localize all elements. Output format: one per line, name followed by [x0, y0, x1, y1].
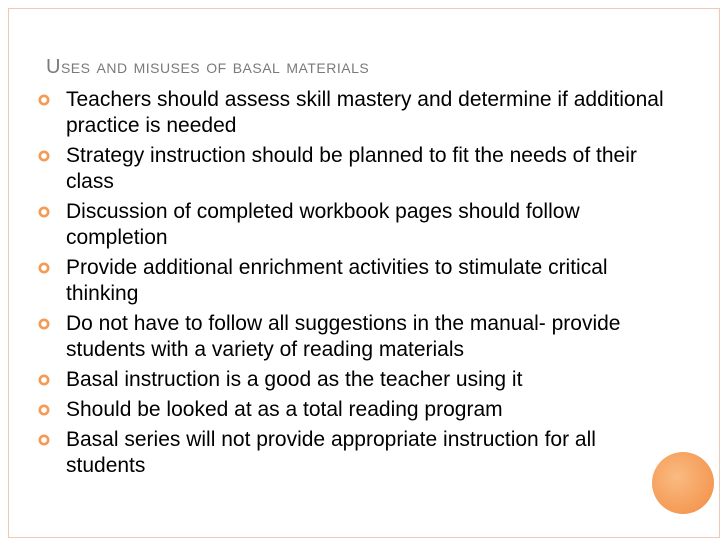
slide-title: Uses and misuses of basal materials [46, 56, 370, 78]
ring-bullet-icon [38, 150, 50, 162]
ring-bullet-icon [38, 262, 50, 274]
bullet-item [38, 397, 678, 423]
ring-bullet-icon [38, 318, 50, 330]
ring-bullet-icon [38, 374, 50, 386]
bullet-text: Basal instruction is a good as the teacher using it [66, 368, 523, 391]
bullet-text: Discussion of completed workbook pages should follow completion [66, 200, 580, 249]
bullet-item [38, 87, 678, 139]
bullet-text: Basal series will not provide appropriate instruction for all students [66, 428, 596, 477]
bullet-text: Teachers should assess skill mastery and determine if additional practice is needed [66, 88, 664, 137]
bullet-text: Do not have to follow all suggestions in the manual- provide students with a variety of reading materials [66, 312, 621, 361]
bullet-text: Provide additional enrichment activities to stimulate critical thinking [66, 256, 608, 305]
ring-bullet-icon [38, 434, 50, 446]
bullet-list [38, 87, 678, 483]
ring-bullet-icon [38, 404, 50, 416]
bullet-item [38, 143, 678, 195]
bullet-item [38, 367, 678, 393]
bullet-item [38, 255, 678, 307]
bullet-item [38, 311, 678, 363]
bullet-item [38, 427, 678, 479]
bullet-text: Should be looked at as a total reading program [66, 398, 503, 421]
bullet-text: Strategy instruction should be planned to fit the needs of their class [66, 144, 637, 193]
decorative-orange-circle [652, 452, 714, 514]
bullet-item [38, 199, 678, 251]
ring-bullet-icon [38, 94, 50, 106]
ring-bullet-icon [38, 206, 50, 218]
